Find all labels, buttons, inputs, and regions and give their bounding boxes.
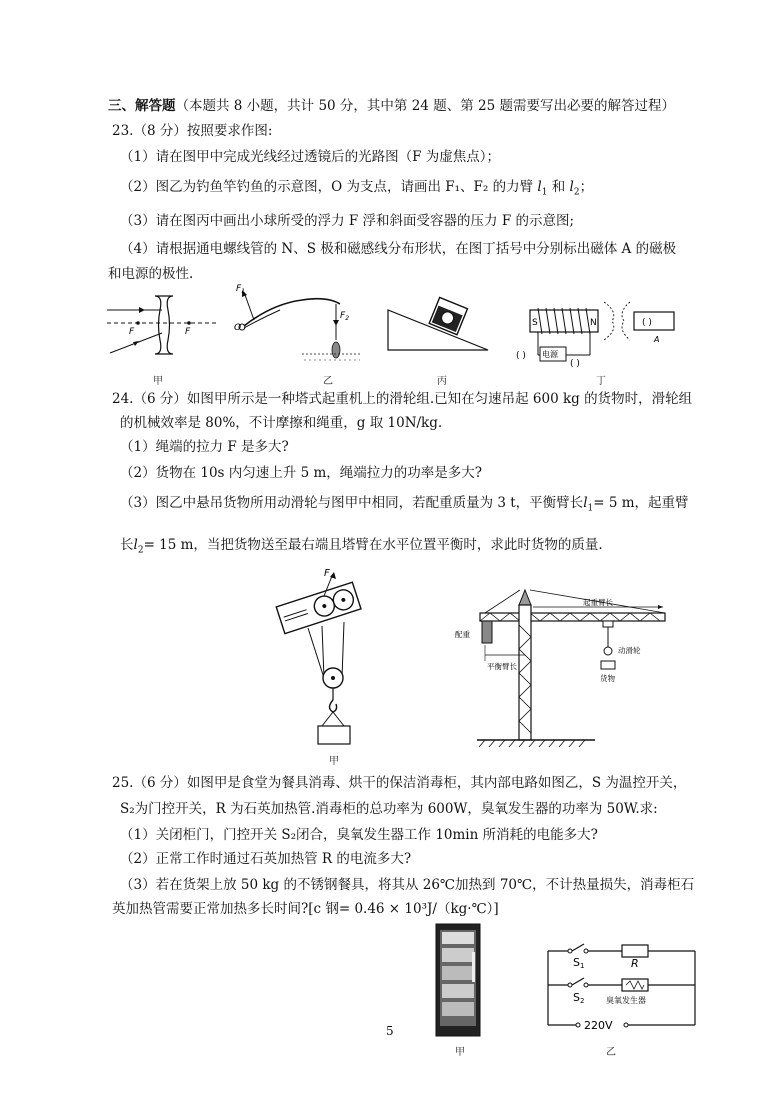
force-f-label: F: [324, 568, 330, 579]
section-note: （本题共 8 小题，共计 50 分，其中第 24 题、第 25 题需要写出必要的解答过程）: [175, 98, 675, 114]
focus-right-label: F: [185, 327, 191, 337]
fig25-yi-label: 乙: [606, 1047, 616, 1058]
hook-icon: [330, 700, 337, 712]
force-arrow-icon: [333, 320, 339, 326]
ground-hatch: [479, 740, 585, 747]
force-f1: [244, 292, 254, 320]
section-heading: 三、解答题: [108, 98, 176, 114]
q24-part4: [120, 536, 603, 560]
focus-left-dot: [136, 321, 140, 325]
supply-terminal: [576, 1023, 580, 1027]
cargo-icon: [601, 661, 615, 669]
magnet-a-label: A: [654, 335, 660, 344]
q24-part4-end: = 15 m，当把货物送至最右端且塔臂在水平位置平衡时，求此时货物的质量.: [143, 537, 603, 553]
q25-part1: （1）关闭柜门，门控开关 S₂闭合，臭氧发生器工作 10min 所消耗的电能多大?: [120, 827, 598, 843]
q24-l2-symbol: l: [133, 537, 138, 553]
s2-label: S2: [573, 991, 585, 1005]
power-paren-right: ( ): [570, 359, 580, 369]
power-source-label: 电源: [542, 350, 558, 359]
rope: [322, 626, 324, 678]
q24-stem2: 的机械效率是 80%，不计摩擦和绳重，g 取 10N/kg.: [120, 415, 443, 431]
fig24-jia-label: 甲: [329, 756, 339, 767]
cargo-box: [318, 726, 350, 744]
s1-label: S1: [573, 956, 585, 970]
sling: [322, 712, 333, 726]
boom-length-label: 起重臂长: [583, 598, 613, 607]
fig-yi-label: 乙: [323, 376, 333, 387]
q23-part4b: 和电源的极性.: [108, 266, 194, 282]
q24-l1-sub: 1: [587, 503, 594, 514]
q24-stem: 24.（6 分）如图甲所示是一种塔式起重机上的滑轮组.已知在匀速吊起 600 kg 的货物时，滑轮组: [112, 391, 693, 407]
cabinet-shelf: [442, 966, 474, 980]
q23-part1: （1）请在图甲中完成光线经过透镜后的光路图（F 为虚焦点）；: [120, 149, 500, 165]
q23-part2: [120, 178, 593, 202]
magnet-a-paren: ( ): [642, 318, 652, 328]
q23-part2-text: （2）图乙为钓鱼竿钓鱼的示意图，O 为支点，请画出 F₁、F₂ 的力臂: [120, 179, 534, 195]
q23-l2-sub: 2: [573, 187, 580, 198]
figure-pulley-block: [278, 566, 370, 751]
q24-part1: （1）绳端的拉力 F 是多大?: [120, 439, 289, 455]
switch-terminal: [584, 983, 588, 987]
focus-left-label: F: [129, 327, 135, 337]
fish-icon: [332, 342, 340, 358]
fig-jia-label: 甲: [153, 376, 163, 387]
ray-arrow-icon: [139, 307, 145, 313]
ozone-label: 臭氧发生器: [606, 996, 646, 1005]
fig25-jia-label: 甲: [455, 1047, 465, 1058]
page-number: 5: [386, 1024, 394, 1038]
cabinet-shelf: [442, 948, 474, 962]
supply-terminal: [624, 1023, 628, 1027]
q25-part3: （3）若在货架上放 50 kg 的不锈钢餐具，将其从 26℃加热到 70℃，不计热量损失，消毒柜石: [120, 877, 695, 893]
crane-top-icon: [519, 590, 531, 605]
q23-l1-symbol: l: [537, 179, 542, 195]
rope: [308, 628, 324, 678]
switch-terminal: [568, 983, 572, 987]
q24-part3: [120, 494, 689, 518]
q24-part3-text: （3）图乙中悬吊货物所用动滑轮与图甲中相同，若配重质量为 3 t，平衡臂长: [120, 495, 584, 511]
pole-s-label: S: [532, 318, 538, 328]
q23-l1-sub: 1: [541, 187, 548, 198]
sling: [333, 712, 344, 726]
q24-part3-end: = 5 m，起重臂: [593, 495, 689, 511]
figure-disinfection-cabinet: [434, 922, 484, 1040]
cabinet-handle: [472, 952, 475, 982]
q24-l2-sub: 2: [137, 545, 144, 556]
q25-stem2: S₂为门控开关，R 为石英加热管.消毒柜的总功率为 600W，臭氧发生器的功率为 50W.求:: [120, 801, 658, 817]
rod-handle: [244, 310, 280, 328]
ray-arrow-icon: [133, 341, 139, 346]
rope: [342, 622, 344, 678]
q24-part4-text: 长: [120, 537, 134, 553]
figure-solenoid: [518, 292, 688, 367]
concave-lens-icon: [155, 296, 173, 354]
q25-part2: （2）正常工作时通过石英加热管 R 的电流多大?: [120, 851, 412, 867]
switch-s2-icon: [572, 978, 584, 985]
q23-and: 和: [551, 179, 566, 195]
q25-part4: 英加热管需要正常加热多长时间?[c 钢= 0.46 × 10³J/（kg·℃）]: [112, 901, 499, 917]
cabinet-shelf: [442, 984, 474, 998]
fig-ding-label: 丁: [596, 376, 606, 387]
trolley: [603, 621, 613, 627]
jib: [480, 613, 665, 621]
boom-end: [276, 582, 361, 633]
magnet-a-icon: [634, 312, 674, 330]
r-label: R: [631, 957, 639, 970]
switch-terminal: [568, 949, 572, 953]
moving-pulley-label: 动滑轮: [618, 646, 641, 655]
balance-arm-label: 平衡臂长: [487, 662, 517, 671]
resistor-r-icon: [622, 945, 648, 957]
power-paren-left: ( ): [516, 351, 526, 361]
f2-label: $F_2$: [340, 311, 350, 322]
q24-part2: （2）货物在 10s 内匀速上升 5 m，绳端拉力的功率是多大?: [120, 465, 482, 481]
figure-circuit: [540, 935, 705, 1035]
figure-incline: [385, 292, 495, 357]
switch-s1-icon: [572, 944, 584, 951]
figure-lens: [105, 290, 220, 375]
focus-right-dot: [187, 321, 191, 325]
pivot-label: O: [234, 323, 242, 333]
pole-n-label: N: [590, 318, 597, 328]
section-heading-line: [108, 97, 675, 115]
cabinet-shelf: [442, 932, 474, 944]
q23-l2-symbol: l: [569, 179, 574, 195]
q23-stem: 23.（8 分）按照要求作图:: [112, 123, 273, 139]
cabinet-shelf: [442, 1002, 474, 1016]
cargo-label: 货物: [600, 674, 615, 683]
ozone-generator-icon: [622, 979, 648, 991]
figure-fishing-rod: [232, 282, 362, 377]
rod: [244, 299, 340, 326]
switch-terminal: [584, 949, 588, 953]
counterweight-icon: [482, 621, 492, 643]
tie-cable: [485, 590, 520, 613]
q23-part2-end: ；: [579, 179, 594, 195]
q23-part4a: （4）请根据通电螺线管的 N、S 极和磁感线分布形状，在图丁括号中分别标出磁体 A 的磁极: [120, 241, 677, 257]
dimension-arrow-icon: [658, 605, 663, 609]
pulley-axle: [331, 676, 335, 680]
field-line: [622, 302, 630, 340]
fig-bing-label: 丙: [437, 376, 447, 387]
q25-stem: 25.（6 分）如图甲是食堂为餐具消毒、烘干的保洁消毒柜，其内部电路如图乙，S 为温控开关，: [112, 775, 687, 791]
voltage-label: 220V: [584, 1019, 613, 1032]
q23-part3: （3）请在图丙中画出小球所受的浮力 F 浮和斜面受容器的压力 F 的示意图;: [120, 213, 575, 229]
figure-tower-crane: [445, 585, 675, 750]
field-line: [604, 302, 614, 340]
q24-l1-symbol: l: [583, 495, 588, 511]
counterweight-label: 配重: [455, 630, 470, 639]
f1-label: $F_1$: [236, 284, 246, 295]
moving-pulley-icon: [604, 647, 612, 655]
